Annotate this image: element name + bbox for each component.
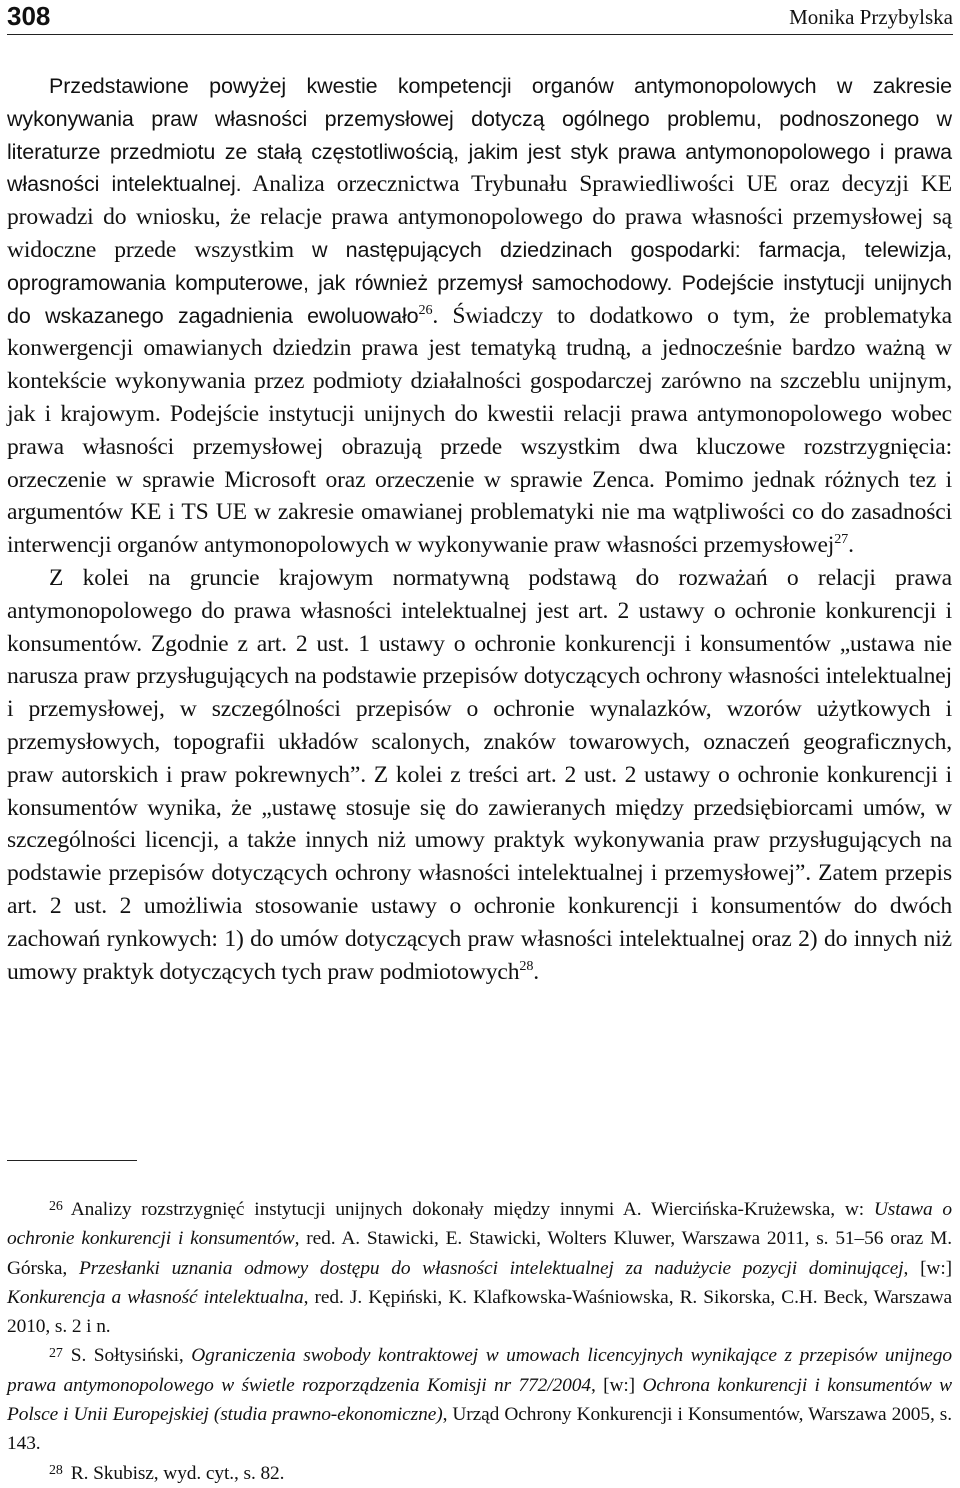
footnote-separator (7, 1160, 137, 1161)
footnote-26-title-3: Konkurencja a własność intelektualna (7, 1286, 304, 1308)
paragraph-2-end: . (533, 958, 539, 985)
footnote-28-mark: 28 (49, 1462, 63, 1478)
footnote-26-text-a: Analizy rozstrzygnięć instytucji unijnych dokonały między innymi A. Wiercińska-Krużewska, w: (70, 1199, 874, 1220)
footnote-26-title-1: Ustawa o ochronie konkurencji i konsumentów (7, 1199, 952, 1250)
footnote-27-text-a: S. Sołtysiński, (70, 1345, 192, 1367)
footnote-27-title-2: Ochrona konkurencji i konsumentów w Polsce i Unii Europejskiej (studia prawno-ekonomiczne) (7, 1374, 952, 1426)
paragraph-2 (7, 562, 952, 988)
footnotes (7, 1195, 952, 1488)
page-header (7, 0, 953, 35)
running-head-author: Monika Przybylska (789, 5, 953, 29)
paragraph-1-sentence-2: Analiza orzecznictwa Trybunału Sprawiedliwości UE oraz decyzji KE prowadzi do wniosku, że relacje prawa antymonopolowego do prawa własności przemysłowej są widoczne przede wszystkim (7, 171, 952, 263)
footnote-26-mark: 26 (49, 1199, 63, 1215)
paragraph-1-sentence-4: . Świadczy to dodatkowo o tym, że problematyka konwergencji omawianych dziedzin prawa jest tematyką trudną, a jednocześnie bardzo ważną w kontekście wykonywania przez podmioty działalności gospodarczej zarówno na szczeblu unijnym, jak i krajowym. Podejście instytucji unijnych do kwestii relacji prawa antymonopolowego wobec prawa własności przemysłowej obrazują przede wszystkim dwa kluczowe rozstrzygnięcia: orzeczenie w sprawie Microsoft oraz orzeczenie w sprawie Zenca. Pomimo jednak różnych tez i argumentów KE i TS UE w zakresie omawianej problematyki nie ma wątpliwości co do zasadności interwencji organów antymonopolowych w wykonywanie praw własności przemysłowej (7, 302, 952, 559)
footnote-26-text-e: , [w:] (903, 1257, 952, 1279)
footnote-26-text-g: , red. J. Kępiński, K. Klafkowska-Waśniowska, R. Sikorska, C.H. Beck, Warszawa 2010, s. 2 i n. (7, 1286, 953, 1338)
paragraph-1-end: . (848, 532, 854, 559)
footnote-26-text-c: , red. A. Stawicki, E. Stawicki, Wolters Kluwer, Warszawa 2011, s. 51–56 oraz M. Górska, (7, 1228, 952, 1279)
paragraph-1 (7, 70, 952, 562)
page-number: 308 (7, 1, 51, 31)
paragraph-1-sentence-3: w następujących dziedzinach gospodarki: farmacja, telewizja, oprogramowania komputerowe, jak również przemysł samochodowy. Podejście instytucji unijnych do wskazanego zagadnienia ewoluowało (7, 237, 953, 328)
footnote-26-title-2: Przesłanki uznania odmowy dostępu do własności intelektualnej za nadużycie pozycji dominującej (78, 1257, 904, 1279)
footnote-ref-27: 27 (834, 530, 849, 547)
footnote-28-text: R. Skubisz, wyd. cyt., s. 82. (70, 1462, 285, 1484)
footnote-ref-28: 28 (519, 957, 534, 974)
paragraph-1-sentence-1: Przedstawione powyżej kwestie kompetencji organów antymonopolowych w zakresie wykonywania praw własności przemysłowej dotyczą ogólnego problemu, podnoszonego w literaturze przedmiotu ze stałą częstotliwością, jakim jest styk prawa antymonopolowego i prawa własności intelektualnej. (7, 74, 952, 197)
footnote-27-mark: 27 (49, 1345, 63, 1361)
footnote-27-title-1: Ograniczenia swobody kontraktowej w umowach licencyjnych wynikające z przepisów unijnego prawa antymonopolowego w świetle rozporządzenia Komisji nr 772/2004 (7, 1345, 952, 1396)
main-text (7, 70, 952, 988)
footnote-26 (7, 1195, 952, 1341)
footnote-27-text-e: , Urząd Ochrony Konkurencji i Konsumentów, Warszawa 2005, s. 143. (7, 1404, 952, 1455)
paragraph-2-text: Z kolei na gruncie krajowym normatywną podstawą do rozważań o relacji prawa antymonopolowego do prawa własności intelektualnej jest art. 2 ustawy o ochronie konkurencji i konsumentów. Zgodnie z art. 2 ust. 1 ustawy o ochronie konkurencji i konsumentów „ustawa nie narusza praw przysługujących na podstawie przepisów dotyczących ochrony własności intelektualnej i przemysłowej, w szczególności przepisów o ochronie wynalazków, wzorów użytkowych i przemysłowych, topografii układów scalonych, znaków towarowych, oznaczeń geograficznych, praw autorskich i praw pokrewnych”. Z kolei z treści art. 2 ust. 2 ustawy o ochronie konkurencji i konsumentów wynika, że „ustawę stosuje się do zawieranych między przedsiębiorcami umów, w szczególności licencji, a także innych niż umowy praktyk wykonywania praw przysługujących na podstawie przepisów dotyczących ochrony własności intelektualnej i przemysłowej”. Zatem przepis art. 2 ust. 2 umożliwia stosowanie ustawy o ochronie konkurencji i konsumentów do dwóch zachowań rynkowych: 1) do umów dotyczących praw własności intelektualnej oraz 2) do innych niż umowy praktyk dotyczących tych praw podmiotowych (7, 564, 952, 985)
footnote-ref-26: 26 (418, 301, 433, 318)
footnote-27 (7, 1341, 952, 1458)
footnote-27-text-c: , [w:] (590, 1374, 643, 1396)
